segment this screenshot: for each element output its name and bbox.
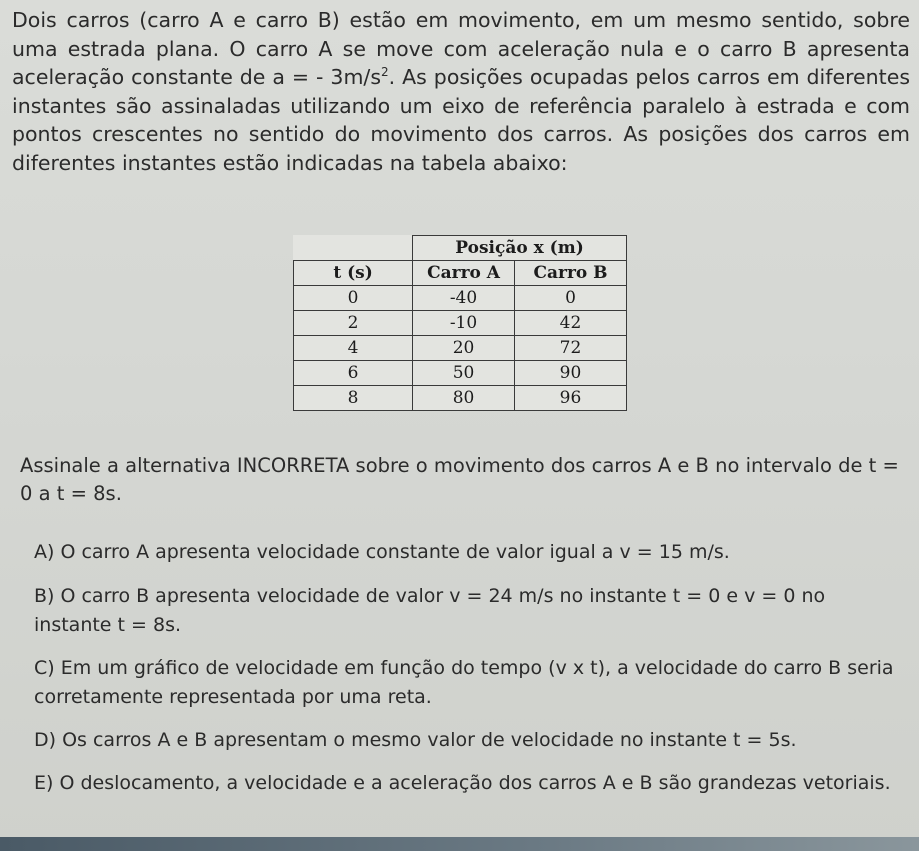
table-row bbox=[294, 386, 627, 411]
table-row bbox=[294, 286, 627, 311]
problem-statement-part2: . As posições ocupadas pelos carros em diferentes instantes são assinaladas utilizando um eixo de referência paralelo à estrada e com pontos crescentes no sentido do movimento dos carros. As posições dos carros em diferentes instantes estão indicadas na tabela abaixo: bbox=[12, 65, 910, 175]
table-cell-time: 6 bbox=[294, 361, 413, 386]
table-empty-corner bbox=[294, 236, 413, 261]
table-cell-car-b: 96 bbox=[514, 386, 626, 411]
option-c: C) Em um gráfico de velocidade em função do tempo (v x t), a velocidade do carro B seria corretamente representada por uma reta. bbox=[34, 657, 894, 708]
table-cell-car-a: -40 bbox=[413, 286, 515, 311]
table-header-row bbox=[294, 261, 627, 286]
option-a: A) O carro A apresenta velocidade constante de valor igual a v = 15 m/s. bbox=[34, 541, 730, 563]
table-cell-car-a: 80 bbox=[413, 386, 515, 411]
position-table-container bbox=[293, 235, 627, 411]
table-header-car-b: Carro B bbox=[514, 261, 626, 286]
table-cell-car-b: 72 bbox=[514, 336, 626, 361]
table-cell-car-a: 50 bbox=[413, 361, 515, 386]
table-group-header: Posição x (m) bbox=[413, 236, 627, 261]
bottom-edge-strip bbox=[0, 837, 919, 851]
question-prompt: Assinale a alternativa INCORRETA sobre o movimento dos carros A e B no intervalo de t = 0 a t = 8s. bbox=[20, 454, 899, 505]
option-d: D) Os carros A e B apresentam o mesmo valor de velocidade no instante t = 5s. bbox=[34, 729, 797, 751]
table-cell-time: 4 bbox=[294, 336, 413, 361]
table-cell-time: 0 bbox=[294, 286, 413, 311]
exponent: 2 bbox=[381, 65, 389, 80]
table-header-time: t (s) bbox=[294, 261, 413, 286]
table-group-header-row bbox=[294, 236, 627, 261]
table-cell-time: 2 bbox=[294, 311, 413, 336]
table-cell-time: 8 bbox=[294, 386, 413, 411]
table-row bbox=[294, 361, 627, 386]
table-cell-car-b: 42 bbox=[514, 311, 626, 336]
answer-options bbox=[34, 538, 894, 812]
table-cell-car-b: 90 bbox=[514, 361, 626, 386]
table-header-car-a: Carro A bbox=[413, 261, 515, 286]
position-table bbox=[293, 235, 627, 411]
problem-statement-part1: Dois carros (carro A e carro B) estão em movimento, em um mesmo sentido, sobre uma estrada plana. O carro A se move com aceleração nula e o carro B apresenta aceleração constante de a = - 3m/s bbox=[12, 8, 910, 89]
problem-statement bbox=[12, 6, 910, 177]
option-e: E) O deslocamento, a velocidade e a aceleração dos carros A e B são grandezas vetoriais. bbox=[34, 772, 891, 794]
table-cell-car-b: 0 bbox=[514, 286, 626, 311]
table-cell-car-a: 20 bbox=[413, 336, 515, 361]
option-b: B) O carro B apresenta velocidade de valor v = 24 m/s no instante t = 0 e v = 0 no instante t = 8s. bbox=[34, 585, 826, 636]
table-row bbox=[294, 311, 627, 336]
table-row bbox=[294, 336, 627, 361]
table-cell-car-a: -10 bbox=[413, 311, 515, 336]
